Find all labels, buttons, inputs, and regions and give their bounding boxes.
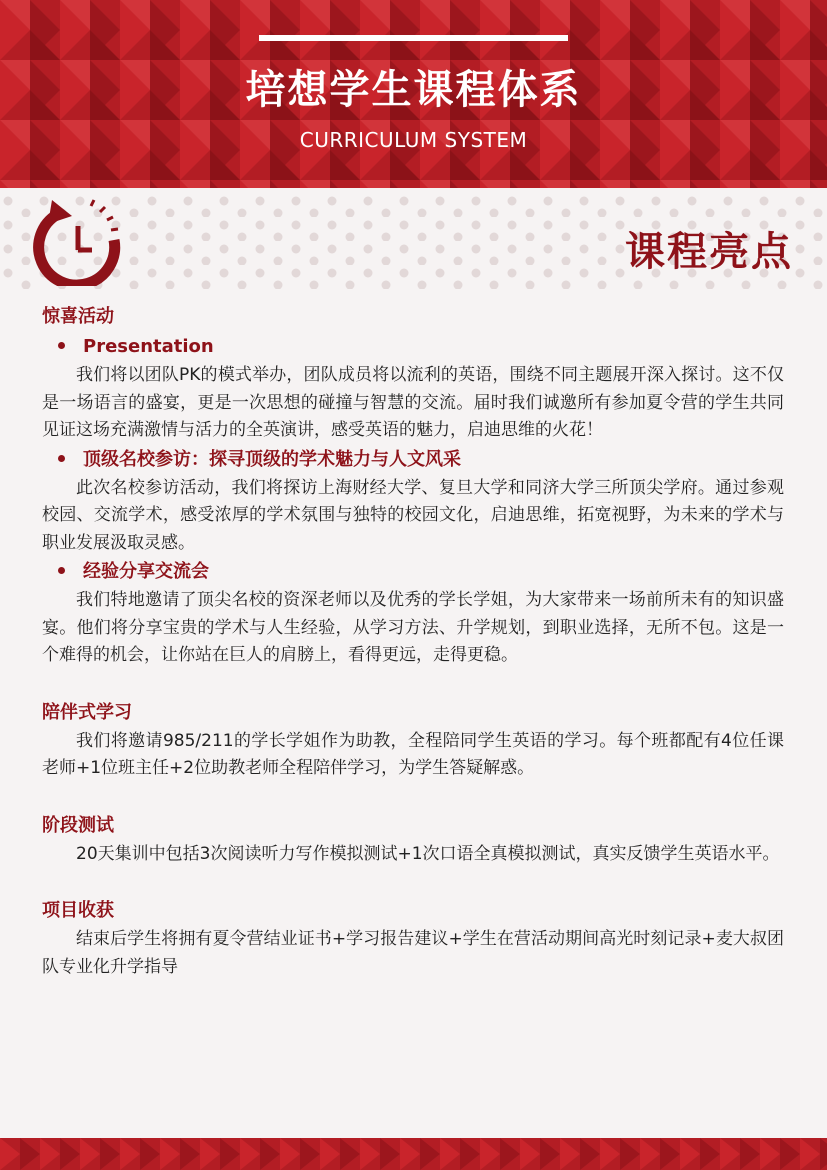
header-rule bbox=[259, 35, 568, 41]
heading-test: 阶段测试 bbox=[42, 814, 114, 836]
heading-harvest: 项目收获 bbox=[42, 900, 114, 921]
chevron-pattern-footer bbox=[0, 1138, 827, 1170]
bullet-title-text: Presentation bbox=[83, 336, 214, 357]
clock-arrow-icon bbox=[28, 194, 128, 286]
paragraph: 我们将以团队PK的模式举办，团队成员将以流利的英语，围绕不同主题展开深入探讨。这不仅是一场语言的盛宴，更是一次思想的碰撞与智慧的交流。届时我们诚邀所有参加夏令营的学生共同见证这场充满激情与活力的全英演讲，感受英语的魅力，启迪思维的火花！ bbox=[42, 365, 784, 440]
header-banner bbox=[0, 0, 827, 188]
paragraph: 此次名校参访活动，我们将探访上海财经大学、复旦大学和同济大学三所顶尖学府。通过参观校园、交流学术，感受浓厚的学术氛围与独特的校园文化，启迪思维，拓宽视野，为未来的学术与职业发展汲取灵感。 bbox=[42, 477, 784, 553]
page-subtitle: CURRICULUM SYSTEM bbox=[299, 128, 528, 152]
bullet-dot-icon bbox=[58, 567, 65, 574]
heading-companion: 陪伴式学习 bbox=[42, 701, 132, 723]
bullet-dot-icon bbox=[58, 455, 65, 462]
bullet-dot-icon bbox=[58, 342, 65, 349]
bullet-title bbox=[54, 332, 784, 362]
bullet-title-text: 经验分享交流会 bbox=[83, 561, 209, 582]
heading-surprise: 惊喜活动 bbox=[42, 306, 114, 327]
footer-band bbox=[0, 1138, 827, 1170]
bullet-title bbox=[54, 557, 784, 587]
section-title: 课程亮点 bbox=[625, 229, 793, 275]
paragraph: 我们将邀请985/211的学长学姐作为助教，全程陪同学生英语的学习。每个班都配有4位任课老师+1位班主任+2位助教老师全程陪伴学习，为学生答疑解惑。 bbox=[42, 730, 784, 778]
page-title: 培想学生课程体系 bbox=[245, 67, 582, 113]
paragraph: 我们特地邀请了顶尖名校的资深老师以及优秀的学长学姐，为大家带来一场前所未有的知识盛宴。他们将分享宝贵的学术与人生经验，从学习方法、升学规划，到职业选择，无所不包。这是一个难得的机会，让你站在巨人的肩膀上，看得更远，走得更稳。 bbox=[42, 590, 784, 665]
paragraph: 结束后学生将拥有夏令营结业证书+学习报告建议+学生在营活动期间高光时刻记录+麦大叔团队专业化升学指导 bbox=[42, 929, 784, 977]
bullet-title bbox=[54, 445, 784, 475]
bullet-title-text: 顶级名校参访：探寻顶级的学术魅力与人文风采 bbox=[83, 448, 461, 470]
content-body bbox=[42, 302, 784, 981]
paragraph: 20天集训中包括3次阅读听力写作模拟测试+1次口语全真模拟测试，真实反馈学生英语水平。 bbox=[76, 843, 780, 864]
